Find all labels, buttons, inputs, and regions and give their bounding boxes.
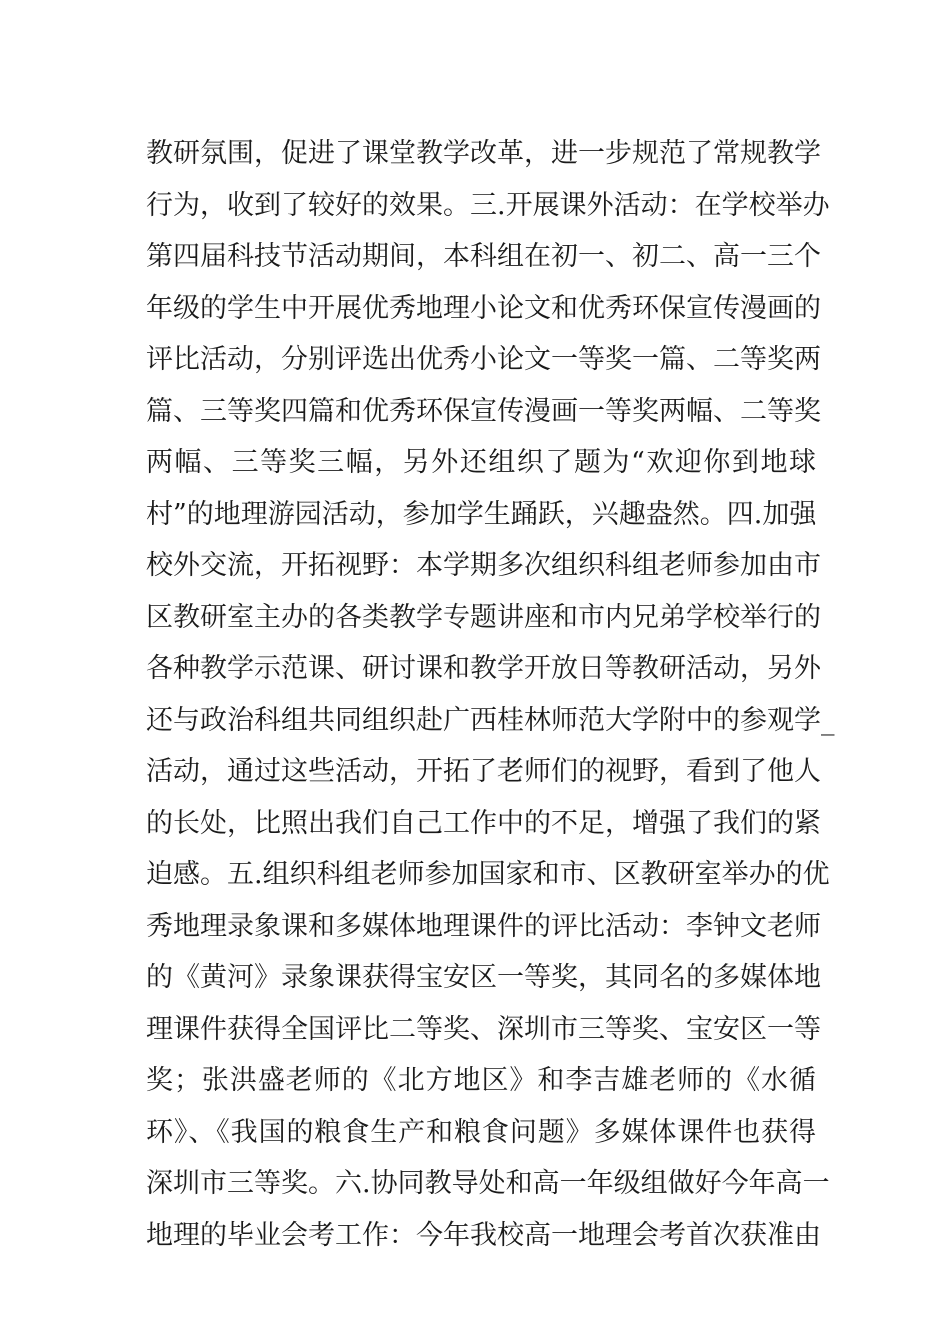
- text-line: 行为，收到了较好的效果。三.开展课外活动：在学校举办: [146, 189, 830, 221]
- text-line: 地理的毕业会考工作：今年我校高一地理会考首次获准由: [146, 1219, 821, 1251]
- text-line: 理课件获得全国评比二等奖、深圳市三等奖、宝安区一等: [146, 1013, 821, 1045]
- text-line: 环》、《我国的粮食生产和粮食问题》多媒体课件也获得: [146, 1116, 816, 1148]
- text-line: 的长处，比照出我们自己工作中的不足，增强了我们的紧: [146, 807, 821, 839]
- text-line: 奖；张洪盛老师的《北方地区》和李吉雄老师的《水循: [146, 1065, 816, 1096]
- text-line: 秀地理录象课和多媒体地理课件的评比活动：李钟文老师: [146, 910, 821, 942]
- text-line: 校外交流，开拓视野：本学期多次组织科组老师参加由市: [146, 550, 821, 581]
- text-line: 两幅、三等奖三幅，另外还组织了题为“欢迎你到地球: [146, 447, 816, 478]
- text-line: 年级的学生中开展优秀地理小论文和优秀环保宣传漫画的: [146, 292, 821, 324]
- text-line: 迫感。五.组织科组老师参加国家和市、区教研室举办的优: [146, 859, 830, 890]
- text-line: 篇、三等奖四篇和优秀环保宣传漫画一等奖两幅、二等奖: [146, 395, 821, 427]
- text-line: 深圳市三等奖。六.协同教导处和高一年级组做好今年高一: [146, 1168, 830, 1199]
- text-line: 的《黄河》录象课获得宝安区一等奖，其同名的多媒体地: [146, 962, 821, 993]
- text-line: 教研氛围，促进了课堂教学改革，进一步规范了常规教学: [146, 138, 821, 169]
- text-line: 还与政治科组共同组织赴广西桂林师范大学附中的参观学_: [146, 704, 835, 736]
- body-text: [146, 128, 835, 1261]
- text-line: 村”的地理游园活动，参加学生踊跃，兴趣盎然。四.加强: [146, 498, 817, 530]
- text-line: 活动，通过这些活动，开拓了老师们的视野，看到了他人: [146, 756, 821, 787]
- text-line: 第四届科技节活动期间，本科组在初一、初二、高一三个: [146, 241, 821, 272]
- text-line: 区教研室主办的各类教学专题讲座和市内兄弟学校举行的: [146, 601, 821, 633]
- text-line: 评比活动，分别评选出优秀小论文一等奖一篇、二等奖两: [146, 344, 821, 375]
- text-line: 各种教学示范课、研讨课和教学开放日等教研活动，另外: [146, 653, 821, 684]
